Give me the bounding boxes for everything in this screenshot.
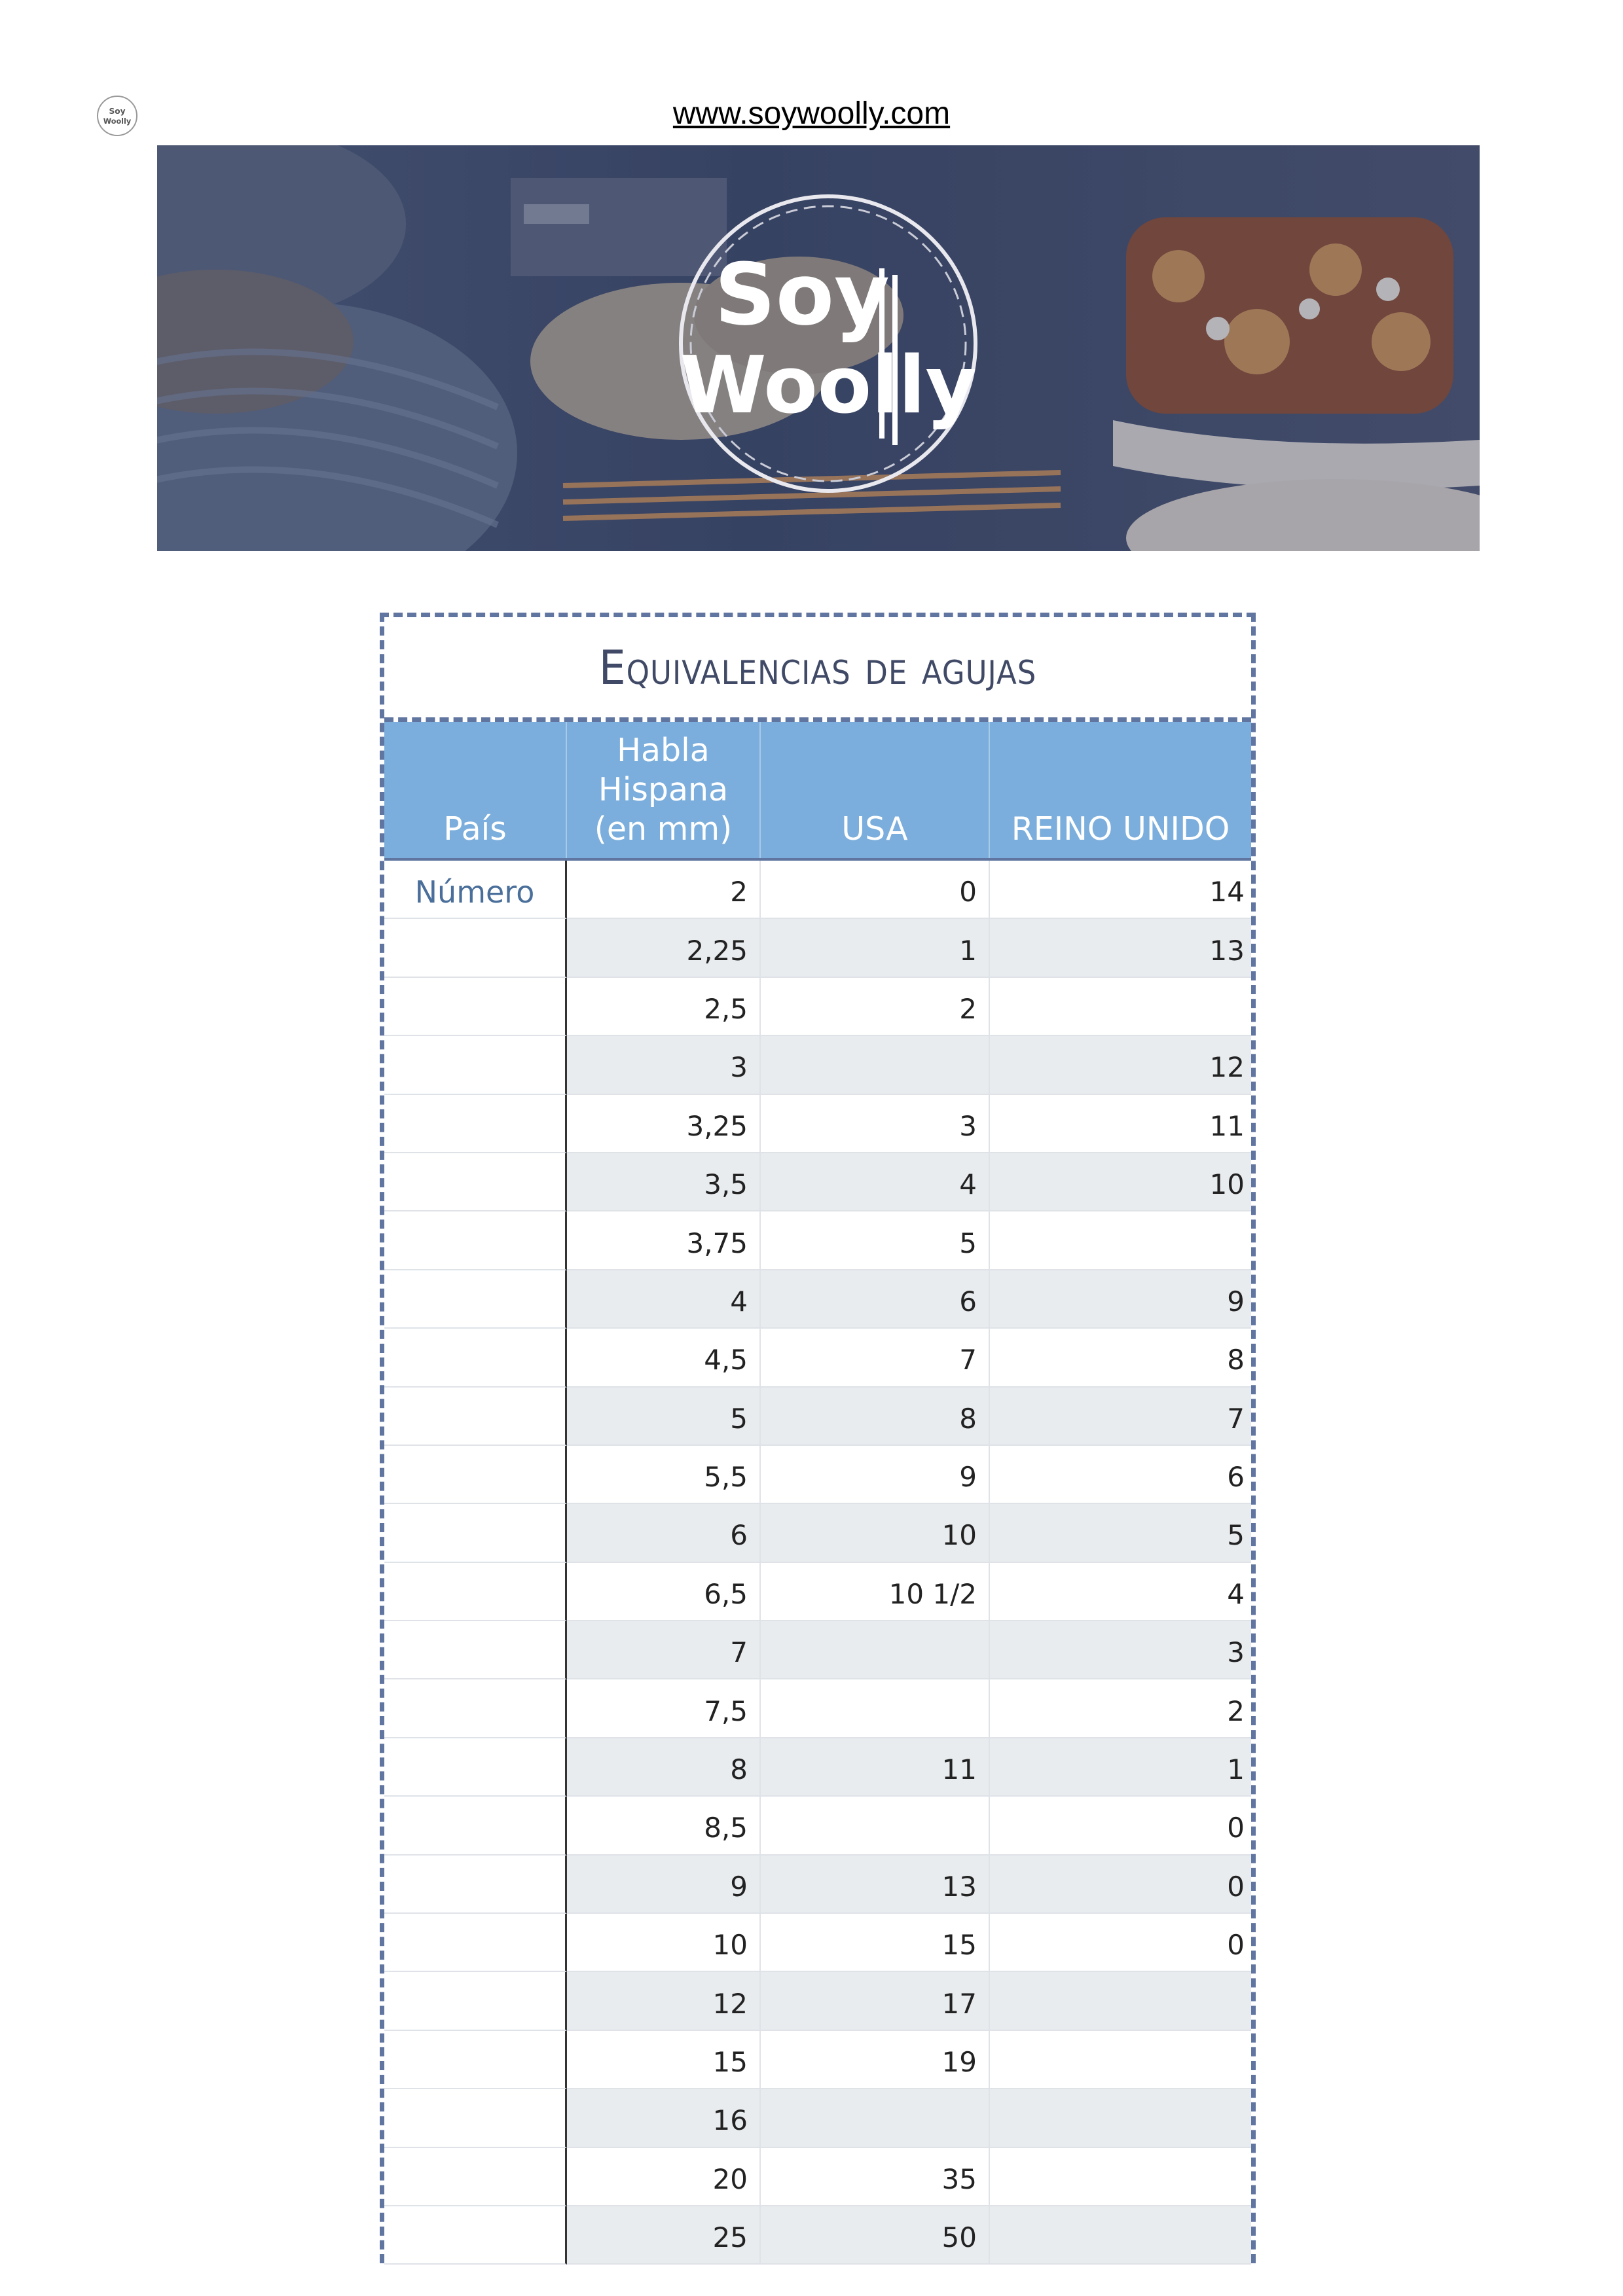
cell-spanish-mm: 15: [567, 2031, 761, 2089]
cell-usa: 9: [761, 1446, 990, 1504]
row-label: [384, 1563, 567, 1621]
site-url-link[interactable]: www.soywoolly.com: [672, 96, 951, 131]
column-header-usa: USA: [761, 722, 990, 858]
row-label: [384, 978, 567, 1036]
row-label: [384, 1738, 567, 1797]
cell-usa: 1: [761, 919, 990, 977]
cell-usa: 5: [761, 1211, 990, 1270]
cell-uk: 8: [990, 1329, 1251, 1387]
table-row: [384, 1388, 1251, 1446]
cell-usa: [761, 1621, 990, 1679]
table-row: [384, 1211, 1251, 1270]
row-label: [384, 1036, 567, 1094]
cell-usa: 35: [761, 2148, 990, 2206]
cell-spanish-mm: 7: [567, 1621, 761, 1679]
cell-usa: 3: [761, 1095, 990, 1153]
cell-uk: 7: [990, 1388, 1251, 1446]
cell-uk: 10: [990, 1153, 1251, 1211]
cell-spanish-mm: 10: [567, 1914, 761, 1972]
cell-uk: 9: [990, 1270, 1251, 1329]
table-row: [384, 2089, 1251, 2147]
row-label: [384, 1270, 567, 1329]
row-label: [384, 1797, 567, 1855]
cell-usa: 8: [761, 1388, 990, 1446]
row-label: [384, 1679, 567, 1738]
cell-uk: 5: [990, 1504, 1251, 1562]
row-label: [384, 2206, 567, 2265]
table-header: [384, 722, 1251, 861]
cell-spanish-mm: 12: [567, 1972, 761, 2030]
cell-spanish-mm: 2,5: [567, 978, 761, 1036]
cell-uk: [990, 2206, 1251, 2265]
cell-usa: 2: [761, 978, 990, 1036]
row-label: [384, 1446, 567, 1504]
table-row: [384, 861, 1251, 919]
table-row: [384, 1504, 1251, 1562]
row-label: [384, 919, 567, 977]
cell-uk: [990, 1211, 1251, 1270]
row-label: [384, 1856, 567, 1914]
row-label: [384, 1621, 567, 1679]
table-row: [384, 1621, 1251, 1679]
cell-uk: 11: [990, 1095, 1251, 1153]
cell-spanish-mm: 5,5: [567, 1446, 761, 1504]
cell-spanish-mm: 8: [567, 1738, 761, 1797]
table-row: [384, 1095, 1251, 1153]
cell-spanish-mm: 6,5: [567, 1563, 761, 1621]
row-label: Número: [384, 861, 567, 919]
row-label: [384, 1329, 567, 1387]
table-row: [384, 978, 1251, 1036]
cell-spanish-mm: 2,25: [567, 919, 761, 977]
table-row: [384, 919, 1251, 977]
cell-spanish-mm: 20: [567, 2148, 761, 2206]
banner-logo-line1: Soy: [714, 245, 890, 344]
cell-usa: 13: [761, 1856, 990, 1914]
cell-uk: 4: [990, 1563, 1251, 1621]
cell-spanish-mm: 25: [567, 2206, 761, 2265]
cell-spanish-mm: 7,5: [567, 1679, 761, 1738]
table-row: [384, 1972, 1251, 2030]
cell-usa: [761, 1036, 990, 1094]
cell-usa: [761, 2089, 990, 2147]
cell-uk: 0: [990, 1856, 1251, 1914]
mini-logo-line2: Woolly: [103, 117, 132, 126]
table-row: [384, 1270, 1251, 1329]
cell-uk: 12: [990, 1036, 1251, 1094]
cell-spanish-mm: 4,5: [567, 1329, 761, 1387]
cell-uk: 13: [990, 919, 1251, 977]
cell-uk: [990, 2031, 1251, 2089]
table-row: [384, 2148, 1251, 2206]
cell-usa: 50: [761, 2206, 990, 2265]
cell-usa: 6: [761, 1270, 990, 1329]
mini-logo-line1: Soy: [109, 107, 126, 117]
row-label: [384, 1153, 567, 1211]
table-row: [384, 2031, 1251, 2089]
table-body: [384, 861, 1251, 2265]
cell-uk: 3: [990, 1621, 1251, 1679]
cell-usa: 4: [761, 1153, 990, 1211]
cell-usa: 11: [761, 1738, 990, 1797]
row-label: [384, 1972, 567, 2030]
cell-uk: [990, 1972, 1251, 2030]
cell-usa: 0: [761, 861, 990, 919]
cell-uk: 0: [990, 1914, 1251, 1972]
table-row: [384, 1036, 1251, 1094]
row-label: [384, 2148, 567, 2206]
table-row: [384, 1446, 1251, 1504]
cell-usa: 7: [761, 1329, 990, 1387]
table-row: [384, 1329, 1251, 1387]
cell-spanish-mm: 3,75: [567, 1211, 761, 1270]
cell-spanish-mm: 6: [567, 1504, 761, 1562]
cell-uk: 14: [990, 861, 1251, 919]
cell-uk: 1: [990, 1738, 1251, 1797]
table-row: [384, 2206, 1251, 2265]
cell-uk: [990, 978, 1251, 1036]
cell-usa: 10 1/2: [761, 1563, 990, 1621]
needle-equivalence-table: [380, 613, 1256, 2263]
cell-uk: [990, 2089, 1251, 2147]
row-label: [384, 2031, 567, 2089]
table-row: [384, 1738, 1251, 1797]
cell-usa: [761, 1679, 990, 1738]
cell-usa: 19: [761, 2031, 990, 2089]
cell-uk: [990, 2148, 1251, 2206]
cell-usa: 15: [761, 1914, 990, 1972]
table-row: [384, 1914, 1251, 1972]
table-row: [384, 1679, 1251, 1738]
banner-image: [157, 145, 1480, 551]
cell-spanish-mm: 9: [567, 1856, 761, 1914]
row-label: [384, 2089, 567, 2147]
table-row: [384, 1153, 1251, 1211]
cell-spanish-mm: 4: [567, 1270, 761, 1329]
table-row: [384, 1856, 1251, 1914]
table-row: [384, 1563, 1251, 1621]
cell-spanish-mm: 2: [567, 861, 761, 919]
row-label: [384, 1504, 567, 1562]
row-label: [384, 1095, 567, 1153]
cell-uk: 0: [990, 1797, 1251, 1855]
cell-uk: 6: [990, 1446, 1251, 1504]
soywoolly-banner-logo: [671, 183, 985, 504]
cell-spanish-mm: 3,5: [567, 1153, 761, 1211]
cell-uk: 2: [990, 1679, 1251, 1738]
row-label: [384, 1914, 567, 1972]
row-label: [384, 1388, 567, 1446]
cell-spanish-mm: 8,5: [567, 1797, 761, 1855]
banner-logo-line2: Woolly: [680, 340, 977, 431]
table-row: [384, 1797, 1251, 1855]
cell-spanish-mm: 3,25: [567, 1095, 761, 1153]
cell-spanish-mm: 3: [567, 1036, 761, 1094]
row-label: [384, 1211, 567, 1270]
cell-usa: 10: [761, 1504, 990, 1562]
table-title: Equivalencias de agujas: [384, 617, 1251, 722]
cell-spanish-mm: 16: [567, 2089, 761, 2147]
column-header-country: País: [384, 722, 567, 858]
cell-usa: 17: [761, 1972, 990, 2030]
column-header-uk: REINO UNIDO: [1011, 810, 1230, 848]
cell-usa: [761, 1797, 990, 1855]
cell-spanish-mm: 5: [567, 1388, 761, 1446]
column-header-spanish-mm: Habla Hispana (en mm): [567, 722, 761, 858]
